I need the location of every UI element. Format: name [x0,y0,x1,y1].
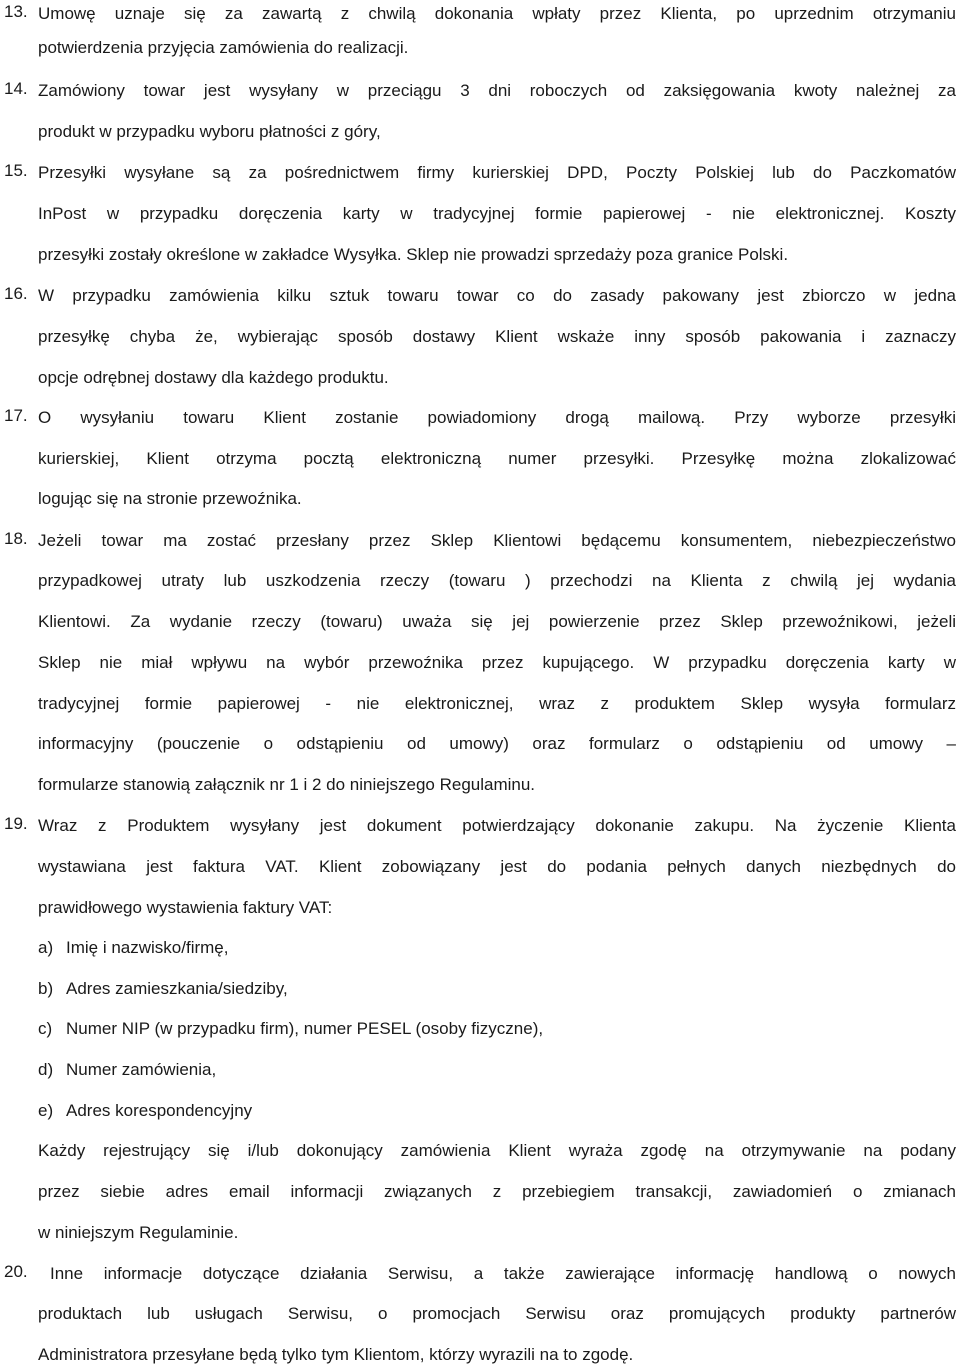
item-15-line-1: Przesyłki wysyłane są za pośrednictwem firmy kurierskiej DPD, Poczty Polskiej lub do Paczkomatów [38,163,956,182]
item-13-line-2: potwierdzenia przyjęcia zamówienia do realizacji. [38,38,409,57]
item-17-line-2: kurierskiej, Klient otrzyma pocztą elektroniczną numer przesyłki. Przesyłkę można zlokalizować [38,449,956,468]
sublist-text: Imię i nazwisko/firmę, [66,938,229,957]
sublist-letter: b) [38,979,54,998]
sublist-item-e [0,1099,960,1123]
item-16-line-1: W przypadku zamówienia kilku sztuk towaru towar co do zasady pakowany jest zbiorczo w jedna [38,286,956,305]
item-16-line-3: opcje odrębnej dostawy dla każdego produktu. [38,368,389,387]
sublist-letter: e) [38,1101,54,1120]
item-18-line-5: tradycyjnej formie papierowej - nie elektronicznej, wraz z produktem Sklep wysyła formularz [38,694,956,713]
sublist-letter: c) [38,1019,53,1038]
item-18-line-4: Sklep nie miał wpływu na wybór przewoźnika przez kupującego. W przypadku doręczenia karty w [38,653,956,672]
item-number: 20. [4,1262,28,1281]
consent-line-2: przez siebie adres email informacji związanych z przebiegiem transakcji, zawiadomień o zmianach [38,1182,956,1201]
sublist-text: Numer zamówienia, [66,1060,217,1079]
item-number: 17. [4,406,28,425]
sublist-item-a [0,936,960,960]
item-number: 13. [4,2,28,21]
consent-line-1: Każdy rejestrujący się i/lub dokonujący zamówienia Klient wyraża zgodę na otrzymywanie na podany [38,1141,956,1160]
sublist-item-b [0,977,960,1001]
item-number: 19. [4,814,28,833]
item-number: 18. [4,529,28,548]
item-19-line-2: wystawiana jest faktura VAT. Klient zobowiązany jest do podania pełnych danych niezbędnych do [38,857,956,876]
sublist-letter: d) [38,1060,54,1079]
item-20-line-2: produktach lub usługach Serwisu, o promocjach Serwisu oraz promujących produkty partnerów [38,1304,956,1323]
item-14-line-2: produkt w przypadku wyboru płatności z góry, [38,122,381,141]
sublist-letter: a) [38,938,54,957]
item-15-line-3: przesyłki zostały określone w zakładce Wysyłka. Sklep nie prowadzi sprzedaży poza granice Polski. [38,245,789,264]
item-19-line-1: Wraz z Produktem wysyłany jest dokument potwierdzający dokonanie zakupu. Na życzenie Klienta [38,816,956,835]
item-18-line-7: formularze stanowią załącznik nr 1 i 2 do niniejszego Regulaminu. [38,775,536,794]
item-19-line-3: prawidłowego wystawienia faktury VAT: [38,898,333,917]
item-number: 16. [4,284,28,303]
sublist-text: Adres korespondencyjny [66,1101,253,1120]
item-14-line-1: Zamówiony towar jest wysyłany w przeciągu 3 dni roboczych od zaksięgowania kwoty należnej za [38,81,956,100]
item-17-line-1: O wysyłaniu towaru Klient zostanie powiadomiony drogą mailową. Przy wyborze przesyłki [38,408,956,427]
item-number: 15. [4,161,28,180]
item-13-line-1: Umowę uznaje się za zawartą z chwilą dokonania wpłaty przez Klienta, po uprzednim otrzymaniu [38,4,956,23]
item-20-line-3: Administratora przesyłane będą tylko tym Klientom, którzy wyrazili na to zgodę. [38,1345,634,1364]
item-16-line-2: przesyłkę chyba że, wybierając sposób dostawy Klient wskaże inny sposób pakowania i zaznaczy [38,327,956,346]
item-number: 14. [4,79,28,98]
item-17-line-3: logując się na stronie przewoźnika. [38,489,302,508]
item-18-line-2: przypadkowej utraty lub uszkodzenia rzeczy (towaru ) przechodzi na Klienta z chwilą jej wydania [38,571,956,590]
item-18-line-1: Jeżeli towar ma zostać przesłany przez Sklep Klientowi będącemu konsumentem, niebezpieczeństwo [38,531,956,550]
item-18-line-3: Klientowi. Za wydanie rzeczy (towaru) uważa się jej powierzenie przez Sklep przewoźnikowi, jeżeli [38,612,956,631]
sublist-item-d [0,1058,960,1082]
sublist-text: Adres zamieszkania/siedziby, [66,979,288,998]
sublist-text: Numer NIP (w przypadku firm), numer PESEL (osoby fizyczne), [66,1019,544,1038]
consent-line-3: w niniejszym Regulaminie. [38,1223,239,1242]
item-20-line-1: Inne informacje dotyczące działania Serwisu, a także zawierające informację handlową o nowych [50,1264,956,1283]
item-18-line-6: informacyjny (pouczenie o odstąpieniu od umowy) oraz formularz o odstąpieniu od umowy – [38,734,956,753]
item-15-line-2: InPost w przypadku doręczenia karty w tradycyjnej formie papierowej - nie elektronicznej. Koszty [38,204,956,223]
sublist-item-c [0,1017,960,1041]
